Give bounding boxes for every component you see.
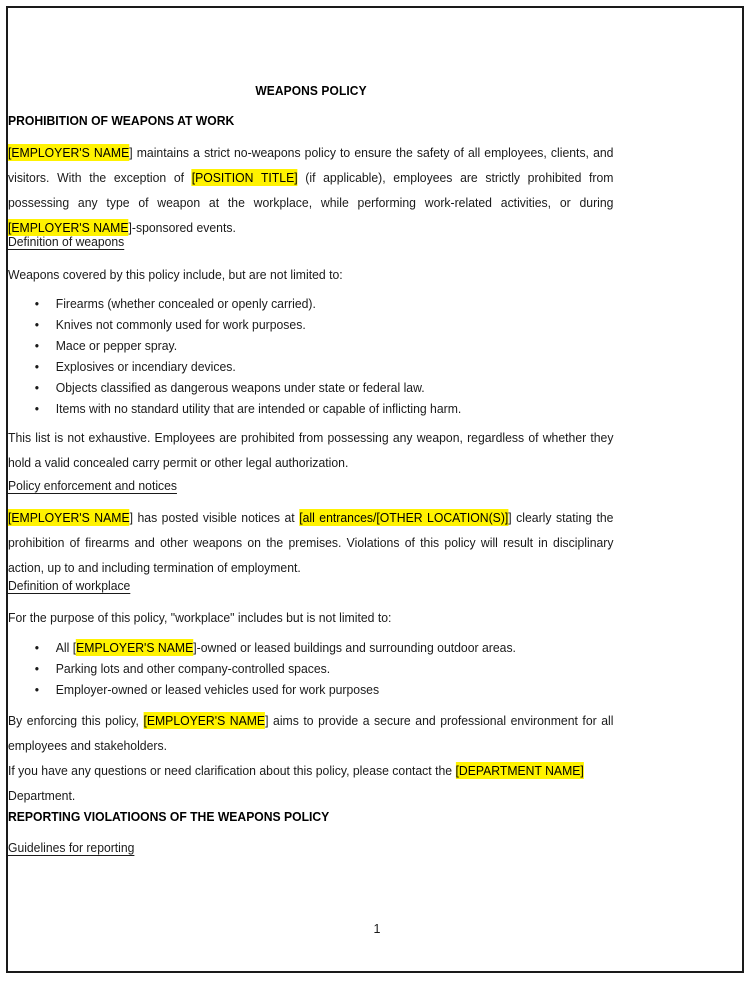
closing-paragraph-1-block — [8, 708, 614, 758]
list-item-prefix: All [ — [55, 640, 77, 655]
intro-text-1: ] maintains a strict no-weapons policy to ensure the safety of all employees, clients, and visitors. With the exception of — [8, 145, 614, 185]
list-item-suffix: ]-owned or leased buildings and surrounding outdoor areas. — [193, 640, 516, 655]
weapons-closing-text: This list is not exhaustive. Employees are prohibited from possessing any weapon, regardless of whether they hold a valid concealed carry permit or other legal authorization. — [8, 430, 614, 470]
list-item-label: Mace or pepper spray. — [55, 338, 178, 353]
weapons-closing-block — [8, 425, 614, 475]
subheading-definition-workplace: Definition of workplace — [8, 578, 131, 593]
page-title: WEAPONS POLICY — [255, 84, 367, 98]
subheading-definition-workplace-block — [8, 577, 614, 595]
weapons-list — [8, 293, 614, 419]
subheading-guidelines-for-reporting: Guidelines for reporting — [8, 840, 135, 855]
policy-enforcement-paragraph — [8, 505, 613, 580]
list-item — [8, 314, 613, 335]
enforcement-text-1: ] has posted visible notices at — [129, 510, 300, 525]
subheading-definition-weapons: Definition of weapons — [8, 234, 125, 249]
list-item-label: Explosives or incendiary devices. — [55, 359, 236, 374]
workplace-lead-text: For the purpose of this policy, "workplace" includes but is not limited to: — [8, 610, 392, 625]
subheading-policy-enforcement-block — [8, 477, 614, 495]
weapons-lead-block — [8, 262, 614, 287]
section-heading-reporting: REPORTING VIOLATIOONS OF THE WEAPONS POLICY — [8, 809, 330, 824]
list-item — [8, 637, 613, 658]
closing-paragraph-2 — [8, 758, 613, 808]
list-item-label: Firearms (whether concealed or openly carried). — [55, 296, 316, 311]
list-item — [8, 679, 613, 700]
bullet-icon: • — [34, 661, 40, 676]
placeholder-department-name: [DEPARTMENT NAME] — [455, 763, 584, 778]
placeholder-position-title: [POSITION TITLE] — [191, 170, 298, 185]
list-item-label: Items with no standard utility that are intended or capable of inflicting harm. — [55, 401, 462, 416]
bullet-icon: • — [34, 401, 40, 416]
workplace-list — [8, 637, 614, 700]
section-heading-prohibition: PROHIBITION OF WEAPONS AT WORK — [8, 113, 235, 128]
bullet-icon: • — [34, 317, 40, 332]
bullet-icon: • — [34, 380, 40, 395]
placeholder-other-locations: [all entrances/[OTHER LOCATION(S)] — [299, 510, 509, 525]
closing-text-2: ] aims to provide a secure and professional environment for all employees and stakeholders. — [8, 713, 614, 753]
page-number-footer: 1 — [373, 922, 381, 936]
list-item-label: Objects classified as dangerous weapons under state or federal law. — [55, 380, 425, 395]
bullet-icon: • — [34, 682, 40, 697]
bullet-icon: • — [34, 359, 40, 374]
list-item-label: Parking lots and other company-controlled spaces. — [55, 661, 331, 676]
placeholder-employer-name: EMPLOYER'S NAME — [76, 640, 194, 655]
bullet-icon: • — [34, 338, 40, 353]
placeholder-employer-name: [EMPLOYER'S NAME — [8, 220, 129, 235]
intro-paragraph — [8, 140, 613, 240]
closing-paragraph-2-block — [8, 758, 614, 808]
list-item-label: Knives not commonly used for work purposes. — [55, 317, 306, 332]
weapons-lead-text: Weapons covered by this policy include, but are not limited to: — [8, 267, 343, 282]
closing-paragraph-1 — [8, 708, 613, 758]
list-item-label: Employer-owned or leased vehicles used for work purposes — [55, 682, 380, 697]
policy-enforcement-paragraph-block — [8, 505, 614, 580]
intro-text-2: (if applicable), employees are strictly prohibited from possessing any type of weapon at the workplace, while performing work-related activities, or during — [8, 170, 614, 210]
list-item — [8, 293, 613, 314]
placeholder-employer-name: [EMPLOYER'S NAME — [8, 145, 130, 160]
weapons-list-block — [8, 293, 614, 419]
list-item — [8, 356, 613, 377]
workplace-list-block — [8, 637, 614, 700]
placeholder-employer-name: [EMPLOYER'S NAME — [143, 713, 266, 728]
section-heading-prohibition-block — [8, 113, 614, 128]
workplace-lead-block — [8, 605, 614, 630]
enforcement-text-2: ] clearly stating the prohibition of firearms and other weapons on the premises. Violations of this policy will result in disciplinary action, up to and including termination of employment. — [8, 510, 614, 575]
contact-text-1: If you have any questions or need clarification about this policy, please contact the — [8, 763, 456, 778]
document-page — [6, 6, 744, 973]
subheading-policy-enforcement: Policy enforcement and notices — [8, 478, 177, 493]
intro-text-3: ]-sponsored events. — [128, 220, 236, 235]
subheading-guidelines-block — [8, 839, 614, 857]
intro-paragraph-block — [8, 140, 614, 240]
list-item — [8, 398, 613, 419]
subheading-definition-weapons-block — [8, 233, 614, 251]
contact-text-2: Department. — [8, 788, 76, 803]
bullet-icon: • — [34, 640, 40, 655]
list-item — [8, 658, 613, 679]
closing-text-1: By enforcing this policy, — [8, 713, 144, 728]
document-title-block — [8, 84, 614, 98]
list-item — [8, 335, 613, 356]
placeholder-employer-name: [EMPLOYER'S NAME — [8, 510, 130, 525]
bullet-icon: • — [34, 296, 40, 311]
section-heading-reporting-block — [8, 809, 614, 824]
list-item — [8, 377, 613, 398]
